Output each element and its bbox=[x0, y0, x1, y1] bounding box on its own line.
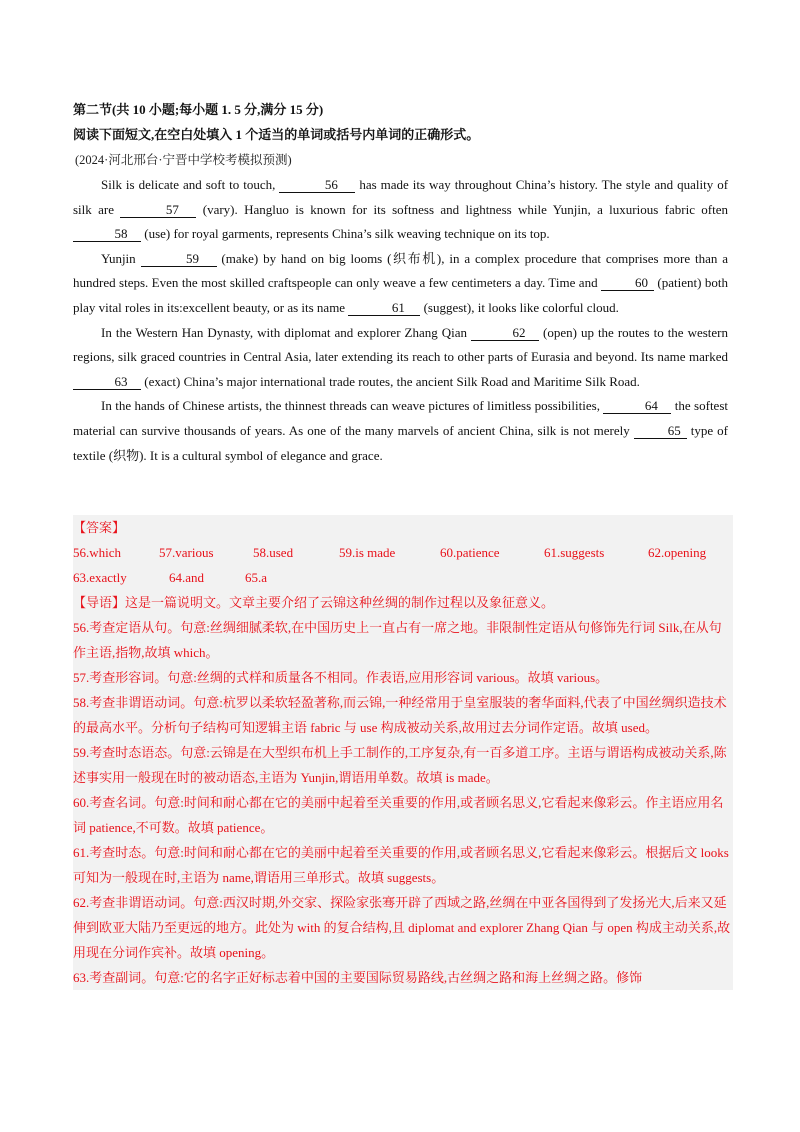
answer-64: 64.and bbox=[169, 570, 205, 585]
text: has made its way throughout China’s history. The style and quality of silk are bbox=[73, 177, 729, 217]
reading-passage bbox=[73, 173, 728, 468]
section-title: 第二节(共 10 小题;每小题 1. 5 分,满分 15 分) bbox=[73, 102, 324, 117]
answer-tag: 【答案】 bbox=[73, 520, 126, 535]
answer-56: 56.which bbox=[73, 545, 122, 560]
blank-58: 58 bbox=[73, 226, 141, 242]
answer-65: 65.a bbox=[245, 570, 268, 585]
paragraph-2 bbox=[73, 247, 728, 321]
answer-57: 57.various bbox=[159, 545, 214, 560]
text: (use) for royal garments, represents China’s silk weaving technique on its top. bbox=[144, 226, 550, 242]
text: (make) by hand on big looms (织布机), in a complex procedure that comprises more than a hundred steps. Even the most skilled craftspeople can only weave a few centimeters a day. Time and bbox=[73, 250, 728, 291]
text: (open) up the routes to the western regions, silk graced countries in Central Asia, later extending its reach to other parts of Eurasia and beyond. Its name marked bbox=[73, 324, 729, 365]
text: type of textile (织物). It is a cultural symbol of elegance and grace. bbox=[73, 422, 728, 463]
answer-58: 58.used bbox=[253, 545, 294, 560]
text: Yunjin bbox=[101, 250, 136, 266]
answers-row-1 bbox=[73, 540, 733, 565]
blank-63: 63 bbox=[73, 374, 141, 390]
answers-row-2 bbox=[73, 565, 733, 590]
source-note: (2024·河北邢台·宁晋中学校考模拟预测) bbox=[75, 153, 292, 167]
answer-63: 63.exactly bbox=[73, 570, 127, 585]
text: Silk is delicate and soft to touch, bbox=[101, 177, 276, 192]
blank-59: 59 bbox=[141, 251, 217, 267]
explanation-59: 59.考查时态语态。句意:云锦是在大型织布机上手工制作的,工序复杂,有一百多道工序。主语与谓语构成被动关系,陈述事实用一般现在时的被动语态,主语为 Yunjin,谓语用单数。故填 is made。 bbox=[73, 745, 727, 785]
text: (patient) both play vital roles in its:excellent beauty, or as its name bbox=[73, 275, 728, 315]
explanation-56: 56.考查定语从句。句意:丝绸细腻柔软,在中国历史上一直占有一席之地。非限制性定语从句修饰先行词 Silk,在从句作主语,指物,故填 which。 bbox=[73, 620, 722, 660]
blank-62: 62 bbox=[471, 325, 539, 341]
blank-56: 56 bbox=[279, 177, 355, 193]
blank-61: 61 bbox=[348, 300, 420, 316]
paragraph-4 bbox=[73, 394, 728, 468]
blank-64: 64 bbox=[603, 398, 671, 414]
explanation-61: 61.考查时态。句意:时间和耐心都在它的美丽中起着至关重要的作用,或者顾名思义,它看起来像彩云。根据后文 looks 可知为一般现在时,主语为 name,谓语用三单形式。故填 suggests。 bbox=[73, 845, 729, 885]
explanation-60: 60.考查名词。句意:时间和耐心都在它的美丽中起着至关重要的作用,或者顾名思义,它看起来像彩云。作主语应用名词 patience,不可数。故填 patience。 bbox=[73, 795, 724, 835]
instruction: 阅读下面短文,在空白处填入 1 个适当的单词或括号内单词的正确形式。 bbox=[73, 127, 480, 142]
text: In the hands of Chinese artists, the thinnest threads can weave pictures of limitless possibilities, bbox=[101, 398, 600, 414]
text: In the Western Han Dynasty, with diplomat and explorer Zhang Qian bbox=[101, 324, 468, 340]
answer-59: 59.is made bbox=[339, 545, 396, 560]
paragraph-1 bbox=[73, 173, 728, 247]
text: (exact) China’s major international trade routes, the ancient Silk Road and Maritime Silk Road. bbox=[144, 373, 640, 389]
guide-text: 【导语】这是一篇说明文。文章主要介绍了云锦这种丝绸的制作过程以及象征意义。 bbox=[73, 595, 555, 610]
paragraph-3 bbox=[73, 321, 728, 395]
explanation-58: 58.考查非谓语动词。句意:杭罗以柔软轻盈著称,而云锦,一种经常用于皇室服装的奢华面料,代表了中国丝绸织造技术的最高水平。分析句子结构可知逻辑主语 fabric 与 use 构成被动关系,故用过去分词作定语。故填 used。 bbox=[73, 695, 727, 735]
answer-section bbox=[73, 515, 733, 990]
blank-65: 65 bbox=[634, 423, 687, 439]
explanation-63: 63.考查副词。句意:它的名字正好标志着中国的主要国际贸易路线,古丝绸之路和海上丝绸之路。修饰 bbox=[73, 970, 643, 985]
answer-60: 60.patience bbox=[440, 545, 500, 560]
explanation-57: 57.考查形容词。句意:丝绸的式样和质量各不相同。作表语,应用形容词 various。故填 various。 bbox=[73, 670, 609, 685]
answer-61: 61.suggests bbox=[544, 545, 605, 560]
answer-62: 62.opening bbox=[648, 545, 707, 560]
text: the softest material can survive thousands of years. As one of the many marvels of ancient China, silk is not merely bbox=[73, 398, 728, 438]
text: (vary). Hangluo is known for its softness and lightness while Yunjin, a luxurious fabric often bbox=[202, 201, 729, 217]
blank-60: 60 bbox=[601, 275, 654, 291]
explanation-62: 62.考查非谓语动词。句意:西汉时期,外交家、探险家张骞开辟了西域之路,丝绸在中亚各国得到了发扬光大,后来又延伸到欧亚大陆乃至更远的地方。此处为 with 的复合结构,且 diplomat and explorer Zhang Qian 与 open 构成主动关系,故用现在分词作宾补。故填 opening。 bbox=[73, 895, 731, 960]
blank-57: 57 bbox=[120, 202, 196, 218]
text: (suggest), it looks like colorful cloud. bbox=[423, 299, 619, 315]
